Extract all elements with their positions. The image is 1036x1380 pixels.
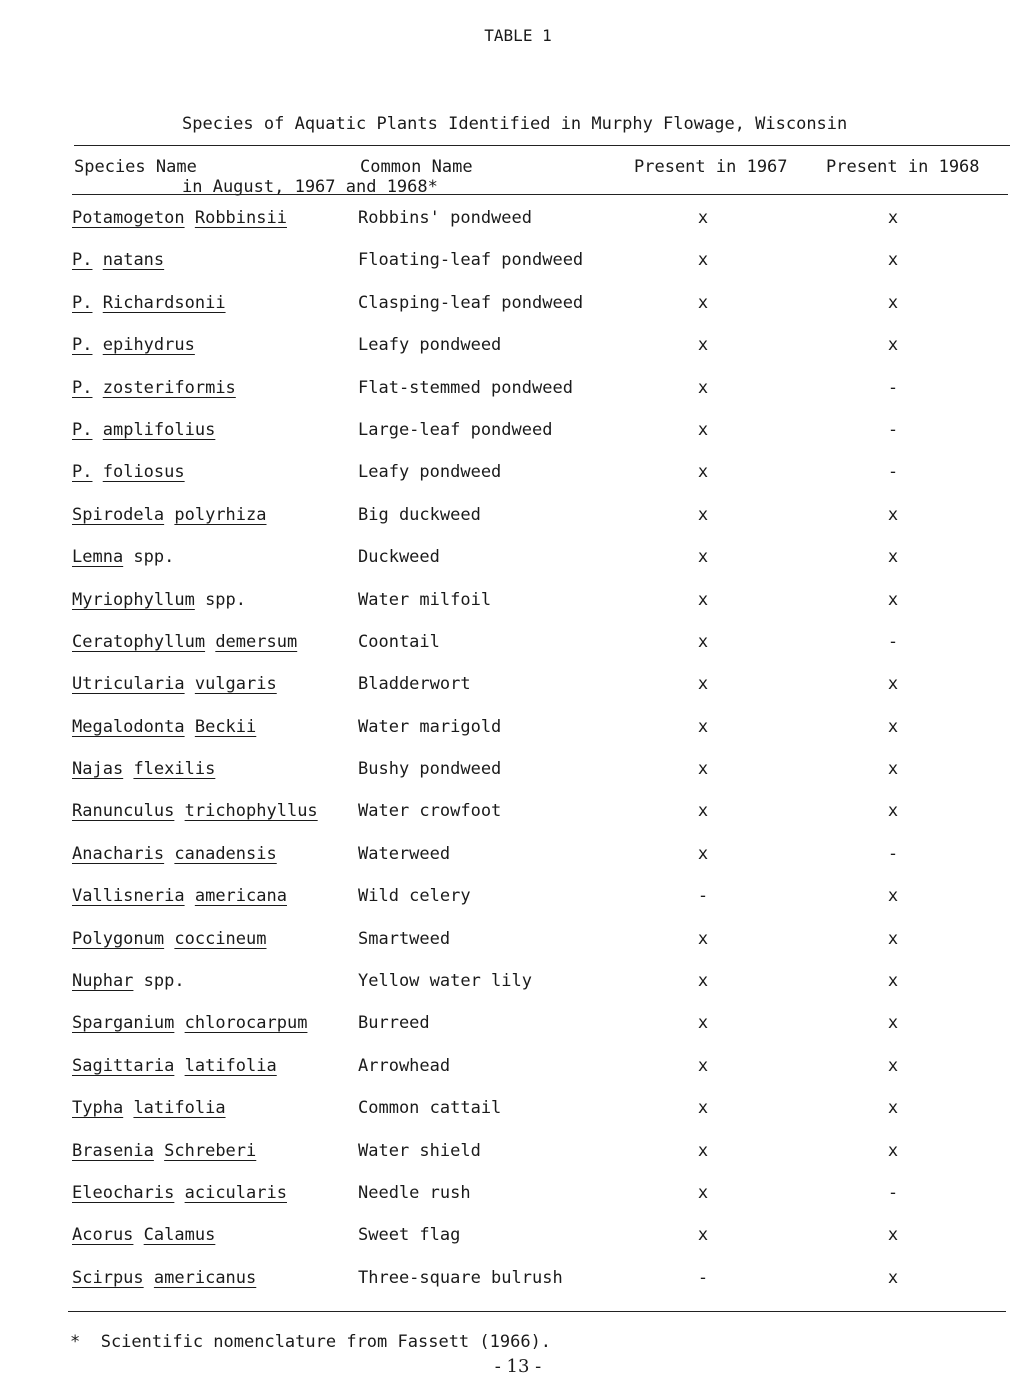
species-name-underlined-part: Myriophyllum [72, 589, 195, 610]
species-name-underlined-part: Eleocharis [72, 1182, 175, 1203]
species-name-underlined-part: natans [102, 250, 165, 271]
common-name-cell: Duckweed [358, 547, 440, 568]
table-row [0, 670, 1036, 712]
present-1967-cell: x [697, 1225, 709, 1246]
species-name-underlined-part: Lemna [72, 547, 124, 568]
species-name-part [133, 1225, 143, 1245]
table-row [0, 289, 1036, 331]
species-name-cell [72, 674, 277, 694]
table-body [0, 204, 1036, 1306]
present-1968-cell: - [887, 843, 899, 864]
present-1967-cell: x [697, 335, 709, 356]
species-name-underlined-part: Polygonum [72, 928, 165, 949]
species-name-underlined-part: Calamus [143, 1225, 216, 1246]
table-row [0, 755, 1036, 797]
species-name-cell [72, 462, 185, 482]
species-name-cell [72, 293, 226, 313]
species-name-underlined-part: P. [72, 419, 93, 440]
species-name-underlined-part: Sparganium [72, 1013, 175, 1034]
present-1967-cell: x [697, 843, 709, 864]
species-name-cell [72, 632, 297, 652]
common-name-cell: Water marigold [358, 716, 502, 737]
common-name-cell: Floating-leaf pondweed [358, 250, 584, 271]
caption-line-2: in August, 1967 and 1968* [182, 177, 438, 197]
species-name-part [92, 420, 102, 440]
table-row [0, 458, 1036, 500]
species-name-part [92, 250, 102, 270]
species-name-underlined-part: Anacharis [72, 843, 165, 864]
species-name-cell [72, 717, 256, 737]
species-name-underlined-part: P. [72, 462, 93, 483]
common-name-cell: Needle rush [358, 1182, 471, 1203]
table-row [0, 1052, 1036, 1094]
present-1968-cell: - [887, 377, 899, 398]
table-row [0, 586, 1036, 628]
species-name-underlined-part: Acorus [72, 1225, 134, 1246]
common-name-cell: Clasping-leaf pondweed [358, 292, 584, 313]
present-1968-cell: - [887, 631, 899, 652]
species-name-cell [72, 505, 267, 525]
present-1967-cell: x [697, 1055, 709, 1076]
species-name-underlined-part: P. [72, 335, 93, 356]
species-name-underlined-part: demersum [215, 631, 298, 652]
page-number: - 13 - [494, 1356, 542, 1377]
table-row [0, 1137, 1036, 1179]
footnote: * Scientific nomenclature from Fassett (1966). [70, 1332, 552, 1352]
present-1968-cell: x [887, 886, 899, 907]
species-name-cell [72, 1183, 287, 1203]
common-name-cell: Water crowfoot [358, 801, 502, 822]
present-1967-cell: x [697, 1013, 709, 1034]
species-name-underlined-part: P. [72, 292, 93, 313]
table-row [0, 1094, 1036, 1136]
species-name-underlined-part: Ceratophyllum [72, 631, 206, 652]
present-1968-cell: x [887, 801, 899, 822]
species-name-cell [72, 1225, 215, 1245]
present-1968-cell: x [887, 250, 899, 271]
species-name-underlined-part: chlorocarpum [184, 1013, 308, 1034]
common-name-cell: Bushy pondweed [358, 759, 502, 780]
species-name-cell [72, 590, 246, 610]
species-name-cell [72, 1013, 307, 1033]
species-name-part [185, 674, 195, 694]
species-name-part [144, 1268, 154, 1288]
species-name-part [164, 844, 174, 864]
table-header-row [0, 157, 1036, 181]
species-name-part: spp. [133, 971, 185, 992]
species-name-underlined-part: canadensis [174, 843, 277, 864]
table-row [0, 416, 1036, 458]
species-name-underlined-part: flexilis [133, 759, 216, 780]
table-row [0, 713, 1036, 755]
present-1967-cell: x [697, 631, 709, 652]
present-1968-cell: x [887, 292, 899, 313]
present-1967-cell: x [697, 716, 709, 737]
species-name-underlined-part: P. [72, 377, 93, 398]
species-name-underlined-part: Potamogeton [72, 208, 185, 228]
common-name-cell: Arrowhead [358, 1055, 451, 1076]
present-1968-cell: x [887, 1098, 899, 1119]
species-name-underlined-part: Typha [72, 1098, 124, 1119]
species-name-cell [72, 844, 277, 864]
present-1967-cell: x [697, 928, 709, 949]
species-name-cell [72, 208, 287, 228]
table-row [0, 204, 1036, 246]
species-name-cell [72, 971, 185, 991]
species-name-cell [72, 1268, 256, 1288]
present-1968-cell: x [887, 547, 899, 568]
species-name-cell [72, 1141, 256, 1161]
species-name-cell [72, 335, 195, 355]
present-1968-cell: x [887, 759, 899, 780]
present-1968-cell: x [887, 674, 899, 695]
header-present-1968: Present in 1968 [826, 157, 980, 177]
present-1968-cell: x [887, 1140, 899, 1161]
species-name-cell [72, 886, 287, 906]
common-name-cell: Smartweed [358, 928, 451, 949]
present-1968-cell: x [887, 335, 899, 356]
present-1968-cell: x [887, 716, 899, 737]
common-name-cell: Common cattail [358, 1098, 502, 1119]
species-name-underlined-part: coccineum [174, 928, 267, 949]
present-1967-cell: x [697, 250, 709, 271]
present-1968-cell: x [887, 971, 899, 992]
present-1967-cell: x [697, 292, 709, 313]
species-name-underlined-part: latifolia [133, 1098, 226, 1119]
species-name-part [123, 1098, 133, 1118]
present-1967-cell: x [697, 759, 709, 780]
species-name-underlined-part: Megalodonta [72, 716, 185, 737]
species-name-underlined-part: Robbinsii [194, 208, 287, 228]
species-name-underlined-part: Scirpus [72, 1267, 144, 1288]
present-1967-cell: x [697, 377, 709, 398]
table-row [0, 628, 1036, 670]
common-name-cell: Water milfoil [358, 589, 492, 610]
species-name-part [92, 462, 102, 482]
species-name-underlined-part: Utricularia [72, 674, 185, 695]
present-1968-cell: - [887, 462, 899, 483]
species-name-underlined-part: trichophyllus [184, 801, 318, 822]
species-name-part [174, 1013, 184, 1033]
species-name-underlined-part: Beckii [194, 716, 257, 737]
species-name-cell [72, 1056, 277, 1076]
present-1967-cell: x [697, 589, 709, 610]
present-1967-cell: - [697, 1267, 709, 1288]
species-name-part [92, 335, 102, 355]
species-name-part [92, 293, 102, 313]
species-name-part [92, 378, 102, 398]
species-name-part [205, 632, 215, 652]
species-name-cell [72, 547, 174, 567]
species-name-underlined-part: latifolia [184, 1055, 277, 1076]
present-1968-cell: x [887, 208, 899, 228]
common-name-cell: Coontail [358, 631, 440, 652]
species-name-underlined-part: polyrhiza [174, 504, 267, 525]
table-row [0, 967, 1036, 1009]
present-1968-cell: - [887, 1182, 899, 1203]
species-name-part [174, 801, 184, 821]
table-top-rule [74, 145, 1010, 146]
present-1968-cell: - [887, 419, 899, 440]
table-row [0, 246, 1036, 288]
species-name-underlined-part: americanus [153, 1267, 257, 1288]
species-name-cell [72, 801, 318, 821]
species-name-underlined-part: Nuphar [72, 971, 134, 992]
present-1967-cell: x [697, 504, 709, 525]
table-row [0, 1009, 1036, 1051]
species-name-underlined-part: epihydrus [102, 335, 195, 356]
species-name-part [185, 208, 195, 228]
common-name-cell: Yellow water lily [358, 971, 532, 992]
present-1967-cell: x [697, 208, 709, 228]
species-name-underlined-part: P. [72, 250, 93, 271]
common-name-cell: Water shield [358, 1140, 481, 1161]
species-name-cell [72, 929, 267, 949]
table-row [0, 797, 1036, 839]
present-1967-cell: x [697, 1098, 709, 1119]
species-name-part [185, 886, 195, 906]
species-name-underlined-part: Sagittaria [72, 1055, 175, 1076]
table-row [0, 882, 1036, 924]
species-name-underlined-part: Richardsonii [102, 292, 226, 313]
species-name-underlined-part: zosteriformis [102, 377, 236, 398]
species-name-underlined-part: Najas [72, 759, 124, 780]
common-name-cell: Large-leaf pondweed [358, 419, 553, 440]
present-1968-cell: x [887, 1013, 899, 1034]
common-name-cell: Bladderwort [358, 674, 471, 695]
common-name-cell: Leafy pondweed [358, 462, 502, 483]
species-name-underlined-part: acicularis [184, 1182, 287, 1203]
species-name-underlined-part: Schreberi [164, 1140, 257, 1161]
header-present-1967: Present in 1967 [634, 157, 788, 177]
species-name-underlined-part: vulgaris [194, 674, 277, 695]
species-name-underlined-part: amplifolius [102, 419, 216, 440]
table-row [0, 374, 1036, 416]
common-name-cell: Three-square bulrush [358, 1267, 563, 1288]
present-1967-cell: x [697, 419, 709, 440]
species-name-part: spp. [123, 547, 175, 568]
table-row [0, 501, 1036, 543]
present-1967-cell: x [697, 1140, 709, 1161]
common-name-cell: Wild celery [358, 886, 471, 907]
present-1968-cell: x [887, 1267, 899, 1288]
common-name-cell: Robbins' pondweed [358, 208, 532, 228]
present-1967-cell: x [697, 971, 709, 992]
common-name-cell: Waterweed [358, 843, 451, 864]
common-name-cell: Leafy pondweed [358, 335, 502, 356]
present-1967-cell: - [697, 886, 709, 907]
table-title: TABLE 1 [484, 26, 552, 45]
species-name-underlined-part: foliosus [102, 462, 185, 483]
species-name-part [164, 505, 174, 525]
common-name-cell: Sweet flag [358, 1225, 461, 1246]
present-1967-cell: x [697, 547, 709, 568]
table-row [0, 925, 1036, 967]
species-name-part [174, 1183, 184, 1203]
table-row [0, 1264, 1036, 1306]
table-row [0, 331, 1036, 373]
species-name-part: spp. [194, 589, 247, 610]
species-name-cell [72, 759, 215, 779]
table-row [0, 840, 1036, 882]
present-1968-cell: x [887, 504, 899, 525]
species-name-underlined-part: Vallisneria [72, 886, 185, 907]
species-name-underlined-part: Ranunculus [72, 801, 175, 822]
species-name-cell [72, 250, 164, 270]
present-1968-cell: x [887, 1055, 899, 1076]
species-name-underlined-part: Spirodela [72, 504, 165, 525]
present-1967-cell: x [697, 462, 709, 483]
header-species-name: Species Name [74, 157, 197, 177]
present-1967-cell: x [697, 801, 709, 822]
species-name-part [154, 1141, 164, 1161]
table-row [0, 1221, 1036, 1263]
species-name-underlined-part: Brasenia [72, 1140, 154, 1161]
common-name-cell: Burreed [358, 1013, 430, 1034]
table-bottom-rule [68, 1311, 1006, 1312]
present-1967-cell: x [697, 674, 709, 695]
species-name-cell [72, 1098, 226, 1118]
header-common-name: Common Name [360, 157, 473, 177]
species-name-part [123, 759, 133, 779]
table-row [0, 543, 1036, 585]
common-name-cell: Big duckweed [358, 504, 481, 525]
present-1968-cell: x [887, 589, 899, 610]
caption-line-1: Species of Aquatic Plants Identified in Murphy Flowage, Wisconsin [182, 114, 848, 134]
species-name-underlined-part: americana [194, 886, 287, 907]
common-name-cell: Flat-stemmed pondweed [358, 377, 573, 398]
present-1968-cell: x [887, 1225, 899, 1246]
present-1968-cell: x [887, 928, 899, 949]
species-name-cell [72, 378, 236, 398]
present-1967-cell: x [697, 1182, 709, 1203]
species-name-part [164, 929, 174, 949]
species-name-part [185, 717, 195, 737]
table-row [0, 1179, 1036, 1221]
table-header-rule [72, 194, 1008, 195]
species-name-cell [72, 420, 215, 440]
species-name-part [174, 1056, 184, 1076]
